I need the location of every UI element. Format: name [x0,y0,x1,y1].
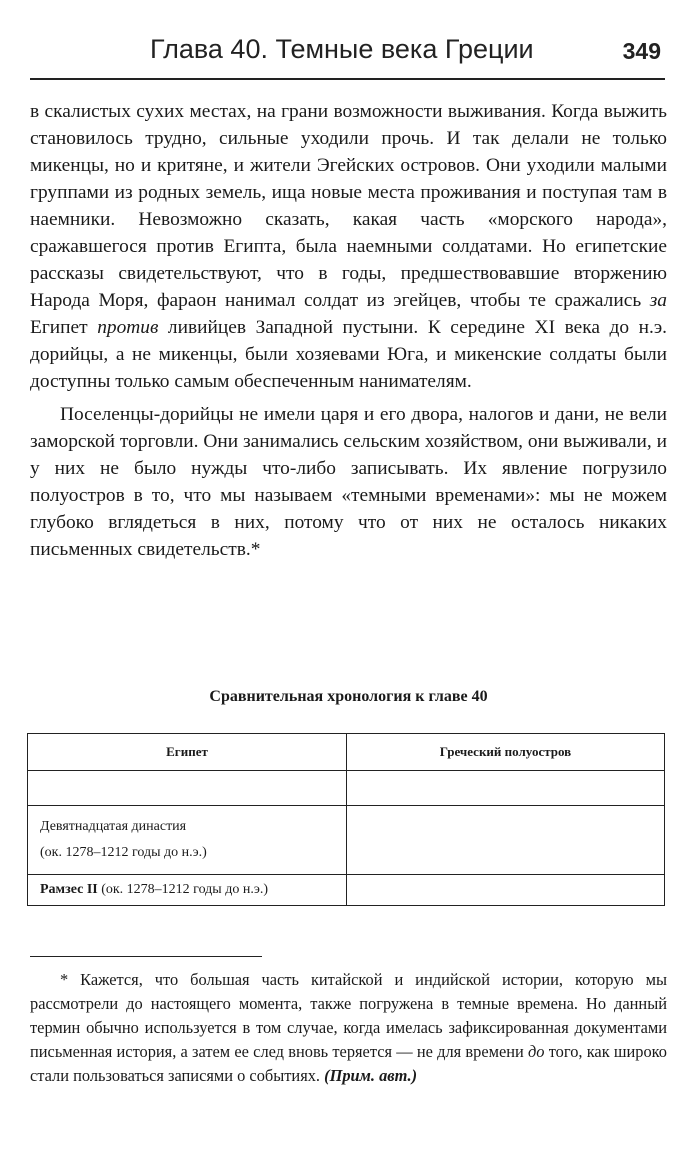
table-cell [28,771,347,806]
table-cell-ramses [28,875,347,906]
table-cell [347,771,665,806]
column-header-greece: Греческий полуостров [347,734,665,771]
author-note: (Прим. авт.) [324,1066,418,1085]
ramses-dates: (ок. 1278–1212 годы до н.э.) [97,882,268,897]
paragraph-2: Поселенцы-дорийцы не имели царя и его двора, налогов и дани, не вели заморской торговли. Они занимались сельским хозяйством, они выживали, и у них не было нужды что-либо записывать. Их явление погрузило полуостров в то, что мы называем «темными временами»: мы не можем глубоко вглядеться в них, потому что от них не осталось никаких письменных свидетельств.* [30,404,667,560]
running-header [30,30,665,80]
table-cell [347,806,665,875]
footnote-divider [30,956,262,957]
page-number: 349 [622,38,661,64]
emphasis-za: за [649,290,667,311]
chronology-table [27,733,665,906]
table-row [28,875,665,906]
table-title: Сравнительная хронология к главе 40 [209,688,488,705]
column-header-egypt: Египет [28,734,347,771]
emphasis-do: до [528,1042,545,1061]
paragraph-1: в скалистых сухих местах, на грани возможности выживания. Когда выжить становилось трудно, сильные уходили прочь. И так делали не только микенцы, но и критяне, и жители Эгейских островов. Они уходили малыми группами из родных земель, ища новые места проживания и поступая там в наемники. Невозможно сказать, какая часть «морского народа», сражавшегося против Египта, была наемными солдатами. Но египетские рассказы свидетельствуют, что в годы, предшествовавшие вторжению Народа Моря, фараон нанимал солдат из эгейцев, чтобы те сражались за Египет против ливийцев Западной пустыни. К середине XI века до н.э. дорийцы, а не микенцы, были хозяевами Юга, и микенские солдаты были доступны только самым обеспеченным нанимателям. [30,101,667,392]
main-text [30,98,667,563]
chapter-title: Глава 40. Темные века Греции [150,34,534,64]
table-row [28,806,665,875]
table-cell-dynasty [28,806,347,875]
table-header-row [28,734,665,771]
dynasty-dates: (ок. 1278–1212 годы до н.э.) [40,845,207,860]
emphasis-protiv: против [97,317,159,338]
table-cell [347,875,665,906]
footnote: * Кажется, что большая часть китайской и индийской истории, которую мы рассмотрели до настоящего момента, также погружена в темные времена. Но данный термин обычно используется в том случае, когда имелась зафиксированная документами письменная история, а затем ее след вновь теряется — не для времени до того, как широко стали пользоваться записями о событиях. (Прим. авт.) [30,970,667,1085]
dynasty-name: Девятнадцатая династия [40,819,187,834]
table-row [28,771,665,806]
ramses-name: Рамзес II [40,882,98,897]
